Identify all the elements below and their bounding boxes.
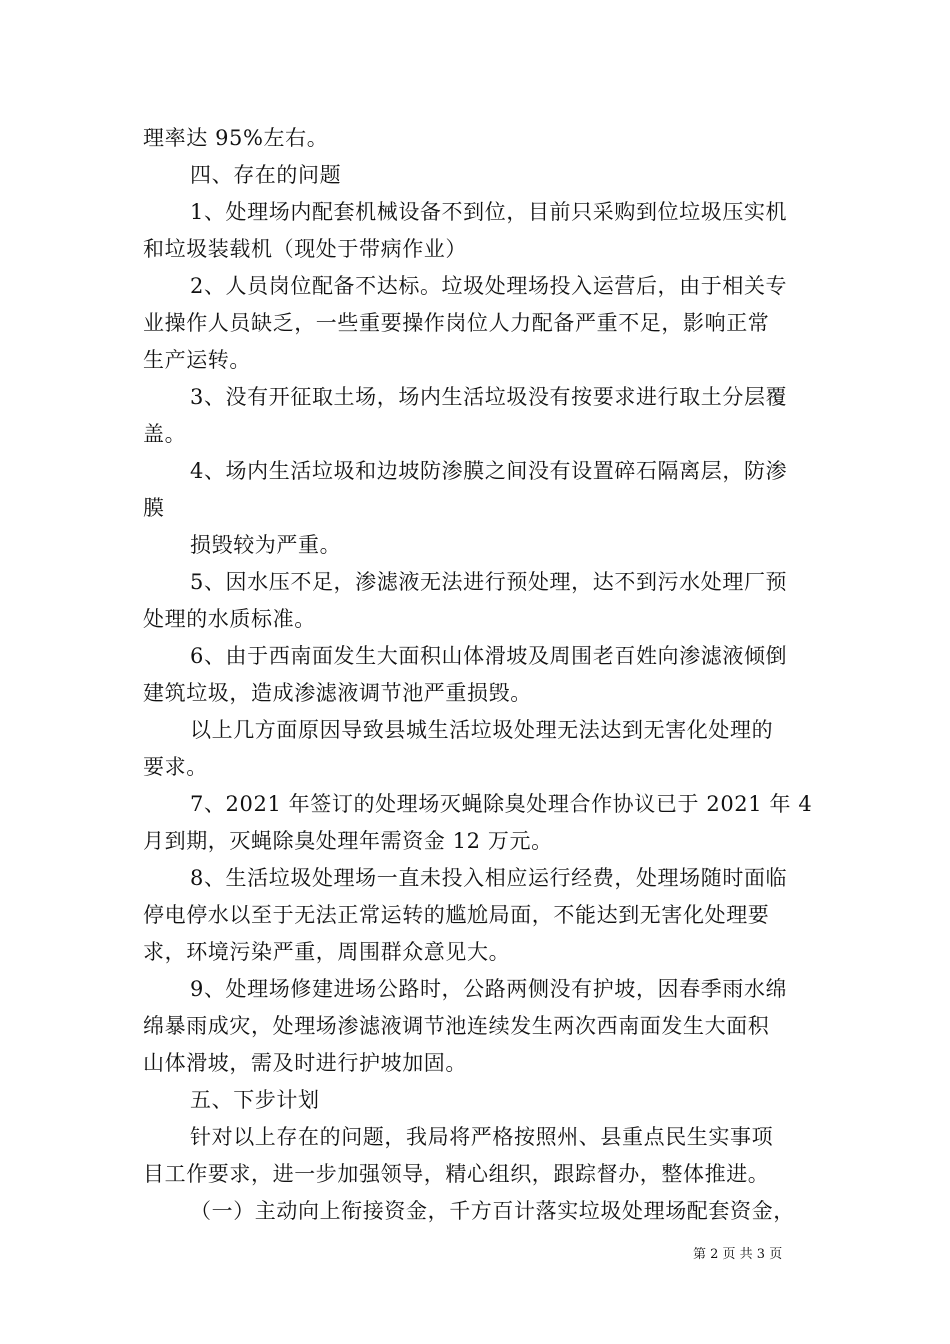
section-heading: 四、存在的问题: [190, 163, 342, 187]
text-line: 求，环境污染严重，周围群众意见大。: [143, 940, 511, 964]
text-line: 山体滑坡，需及时进行护坡加固。: [143, 1051, 467, 1075]
text-line: 盖。: [143, 422, 187, 446]
text-line: 5、因水压不足，渗滤液无法进行预处理，达不到污水处理厂预: [190, 570, 788, 594]
section-heading: 五、下步计划: [190, 1088, 320, 1112]
text-line: 以上几方面原因导致县城生活垃圾处理无法达到无害化处理的: [190, 718, 774, 742]
text-line: 3、没有开征取土场，场内生活垃圾没有按要求进行取土分层覆: [190, 385, 788, 409]
text-line: 6、由于西南面发生大面积山体滑坡及周围老百姓向渗滤液倾倒: [190, 644, 788, 668]
text-line: 和垃圾装载机（现处于带病作业）: [143, 237, 467, 261]
text-line: 膜: [143, 496, 165, 520]
text-line: （一）主动向上衔接资金，千方百计落实垃圾处理场配套资金，: [190, 1199, 795, 1223]
text-line: 要求。: [143, 755, 208, 779]
text-line: 理率达 95%左右。: [143, 126, 329, 150]
text-line: 月到期，灭蝇除臭处理年需资金 12 万元。: [143, 829, 553, 853]
text-line: 目工作要求，进一步加强领导，精心组织，跟踪督办，整体推进。: [143, 1162, 770, 1186]
text-line: 生产运转。: [143, 348, 251, 372]
text-line: 建筑垃圾，造成渗滤液调节池严重损毁。: [143, 681, 532, 705]
text-line: 4、场内生活垃圾和边坡防渗膜之间没有设置碎石隔离层，防渗: [190, 459, 788, 483]
text-line: 7、2021 年签订的处理场灭蝇除臭处理合作协议已于 2021 年 4: [190, 792, 813, 816]
text-line: 处理的水质标准。: [143, 607, 316, 631]
text-line: 业操作人员缺乏，一些重要操作岗位人力配备严重不足，影响正常: [143, 311, 770, 335]
text-line: 2、人员岗位配备不达标。垃圾处理场投入运营后，由于相关专: [190, 274, 788, 298]
text-line: 针对以上存在的问题，我局将严格按照州、县重点民生实事项: [190, 1125, 774, 1149]
text-line: 1、处理场内配套机械设备不到位，目前只采购到位垃圾压实机: [190, 200, 788, 224]
text-line: 停电停水以至于无法正常运转的尴尬局面，不能达到无害化处理要: [143, 903, 770, 927]
page-footer: 第 2 页 共 3 页: [693, 1247, 783, 1262]
text-line: 损毁较为严重。: [190, 533, 342, 557]
text-line: 8、生活垃圾处理场一直未投入相应运行经费，处理场随时面临: [190, 866, 788, 890]
text-line: 9、处理场修建进场公路时，公路两侧没有护坡，因春季雨水绵: [190, 977, 788, 1001]
text-line: 绵暴雨成灾，处理场渗滤液调节池连续发生两次西南面发生大面积: [143, 1014, 770, 1038]
